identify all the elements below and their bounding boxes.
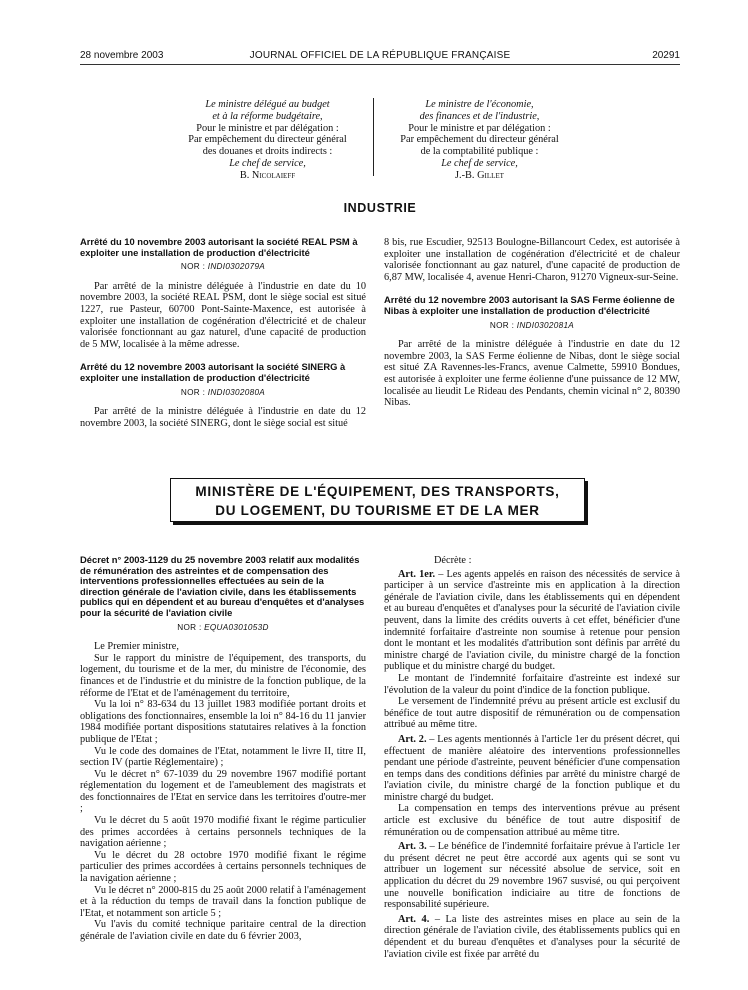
arrete-body-continued: 8 bis, rue Escudier, 92513 Boulogne-Billancourt Cedex, est autorisée à exploiter une installation de cogénération d'électricité et de chaleur valorisée fonctionnant au gaz naturel, d'une capacité de production de 6,87 MW, localisée 4, avenue Henri-Charon, 91270 Vigneux-sur-Seine. xyxy=(384,237,680,283)
visa-paragraph: Sur le rapport du ministre de l'équipement, des transports, du logement, du tourisme et de la mer, du ministre de l'économie, des finances et de l'industrie et du ministre de la fonction publique, de la réforme de l'Etat et de l'aménagement du territoire, xyxy=(80,652,366,699)
sig-left-name: B. Nicolaieff xyxy=(239,169,296,181)
nor-label: NOR : xyxy=(180,387,208,397)
visa-paragraph: Vu le décret du 28 octobre 1970 modifié fixant le régime particulier des primes accordées à certains personnels techniques de la navigation aérienne ; xyxy=(80,849,366,885)
article-text: Le versement de l'indemnité prévu au présent article est exclusif du bénéfice de tout autre dispositif de rémunération ou de compensation attribué au même titre. xyxy=(384,696,680,731)
sig-left-line: Par empêchement du directeur général xyxy=(188,134,347,146)
visa-paragraph: Le Premier ministre, xyxy=(94,641,179,653)
industrie-right-column xyxy=(384,237,680,409)
visa-paragraph: Vu l'avis du comité technique paritaire central de la direction générale de l'aviation civile en date du 6 février 2003, xyxy=(80,919,366,942)
nor-label: NOR : xyxy=(489,320,517,330)
sig-left-line: Le chef de service, xyxy=(229,157,306,169)
sig-right-line: des finances et de l'industrie, xyxy=(419,110,540,122)
sig-right-line: Le ministre de l'économie, xyxy=(425,99,534,110)
sig-right-name: J.-B. Gillet xyxy=(455,169,504,181)
sig-left-line: Pour le ministre et par délégation : xyxy=(196,122,339,134)
nor-code: INDI0302080A xyxy=(207,387,266,397)
arrete-body: Par arrêté de la ministre déléguée à l'industrie en date du 12 novembre 2003, la SAS Ferme éolienne de Nibas, dont le siège social est situé ZA Ravennes-les-Francs, avenue Calmette, 59910 Bondues, est autorisée à exploiter une ferme éolienne d'une puissance de 12 MW, localisée au lieudit Le Rideau des Pendants, chemin vicinal n° 2, 80390 Nibas. xyxy=(384,339,680,409)
article-text: Le montant de l'indemnité forfaitaire d'astreinte est indexé sur l'évolution de la valeur du point d'indice de la fonction publique. xyxy=(384,672,680,696)
article-text: – La liste des astreintes mises en place au sein de la direction générale de l'aviation civile, des établissements publics qui en dépendent et du bureau d'enquêtes et d'analyses pour la sécurité de l'aviation civile est fixée par arrêté du xyxy=(384,913,680,960)
signature-left xyxy=(170,99,365,182)
sig-left-line: des douanes et droits indirects : xyxy=(202,146,333,158)
visa-paragraph: Vu le décret n° 2000-815 du 25 août 2000 relatif à l'aménagement et à la réduction du temps de travail dans la fonction publique de l'Etat, et notamment son article 5 ; xyxy=(80,884,366,919)
section-heading-industrie: INDUSTRIE xyxy=(343,201,417,215)
industrie-left-column xyxy=(80,237,366,429)
article-text: – Les agents mentionnés à l'article 1er du présent décret, qui effectuent de manière aléatoire des interventions professionnelles pendant une période d'astreinte, peuvent bénéficier d'une compensation en temps dans des conditions définies par arrêté du ministre chargé de l'aviation civile, du ministre chargé de la fonction publique et du ministre chargé du budget. xyxy=(384,733,680,803)
nor-label: NOR : xyxy=(180,262,208,272)
nor-code: INDI0302081A xyxy=(516,320,575,330)
arrete-title: Arrêté du 12 novembre 2003 autorisant la SAS Ferme éolienne de Nibas à exploiter une installation de production d'électricité xyxy=(384,294,675,316)
decret-articles xyxy=(384,569,680,961)
arrete-body: Par arrêté de la ministre déléguée à l'industrie en date du 10 novembre 2003, la société REAL PSM, dont le siège social est situé 1227, rue Pasteur, 60700 Pont-Sainte-Maxence, est autorisée à exploiter une installation de cogénération d'électricité et de chaleur valorisée fonctionnant au gaz naturel, d'une capacité de production de 5 MW, localisée à la même adresse. xyxy=(80,280,366,350)
article-label: Art. 1er. xyxy=(398,568,436,580)
nor-line xyxy=(384,320,680,332)
visa-paragraph: Vu le code des domaines de l'Etat, notamment le livre II, titre II, section IV (partie Réglementaire) ; xyxy=(80,745,366,769)
sig-right-line: Le chef de service, xyxy=(441,157,518,169)
arrete-title: Arrêté du 10 novembre 2003 autorisant la société REAL PSM à exploiter une installation de production d'électricité xyxy=(80,236,358,258)
article-paragraph xyxy=(384,914,680,960)
nor-line xyxy=(80,387,366,399)
header-page-number: 20291 xyxy=(652,50,680,61)
article-paragraph xyxy=(384,569,680,673)
sig-right-line: Par empêchement du directeur général xyxy=(400,134,559,146)
article-paragraph xyxy=(384,734,680,804)
article-paragraph xyxy=(384,696,680,731)
ministry-heading-line: DU LOGEMENT, DU TOURISME ET DE LA MER xyxy=(215,503,540,518)
nor-code: EQUA0301053D xyxy=(204,622,269,632)
article-paragraph xyxy=(384,841,680,911)
nor-line xyxy=(80,261,366,273)
sig-right-line: Pour le ministre et par délégation : xyxy=(408,122,551,134)
arrete-body: Par arrêté de la ministre déléguée à l'industrie en date du 12 novembre 2003, la société SINERG, dont le siège social est situé xyxy=(80,406,366,429)
article-text: – Le bénéfice de l'indemnité forfaitaire prévue à l'article 1er du présent décret ne peut être accordé aux agents qui se sont vu attribuer un logement sur nécessité absolue de service, soit en application du décret du 29 novembre 1967 susvisé, ou qui perçoivent une nouvelle bonification indiciaire au titre de fonctions de responsabilité supérieure. xyxy=(384,841,680,911)
header-rule xyxy=(80,64,680,65)
article-text: La compensation en temps des interventions prévue au présent article est exclusive du bénéfice de tout autre dispositif de rémunération ou de compensation attribué au même titre. xyxy=(384,803,680,838)
header-journal-title: JOURNAL OFFICIEL DE LA RÉPUBLIQUE FRANÇAISE xyxy=(249,50,511,61)
sig-left-line: Le ministre délégué au budget xyxy=(205,99,330,110)
article-label: Art. 2. xyxy=(398,733,427,745)
nor-code: INDI0302079A xyxy=(207,262,266,272)
ministry-heading-line: MINISTÈRE DE L'ÉQUIPEMENT, DES TRANSPORTS, xyxy=(195,484,560,499)
article-paragraph xyxy=(384,673,680,696)
decret-visas xyxy=(80,641,366,942)
decret-left-column xyxy=(80,555,366,943)
visa-paragraph: Vu la loi n° 83-634 du 13 juillet 1983 modifiée portant droits et obligations des fonctionnaires, ensemble la loi n° 84-16 du 11 janvier 1984 modifiée portant dispositions statutaires relatives à la fonction publique de l'Etat ; xyxy=(80,699,366,745)
decret-title: Décret n° 2003-1129 du 25 novembre 2003 relatif aux modalités de rémunération des astreintes et de compensation des interventions professionnelles effectuées au sein de la direction générale de l'aviation civile, dans les établissements publics qui en dépendent et au bureau d'enquêtes et d'analyses pour la sécurité de l'aviation civile xyxy=(80,554,365,618)
decret-right-column xyxy=(384,555,680,960)
visa-paragraph: Vu le décret n° 67-1039 du 29 novembre 1967 modifié portant réglementation du logement et de l'ameublement des magistrats et des fonctionnaires de l'Etat en service dans les territoires d'outre-mer ; xyxy=(80,768,366,815)
article-label: Art. 3. xyxy=(398,841,427,853)
ministry-heading-box xyxy=(170,478,585,522)
nor-label: NOR : xyxy=(177,622,205,632)
sig-left-line: et à la réforme budgétaire, xyxy=(212,110,323,122)
page-header xyxy=(80,50,680,62)
signature-right xyxy=(382,99,577,182)
article-text: – Les agents appelés en raison des nécessités de service à participer à un service d'astreinte mis en application à la direction générale de l'aviation civile, dans les établissements qui en dépendent et au bureau d'enquêtes et d'analyses pour la sécurité de l'aviation civile peuvent, dans la limite des crédits ouverts à cet effet, bénéficier d'une indemnité forfaitaire d'astreinte non soumise à retenue pour pension dont le montant et les modalités d'attribution sont définis par arrêté du ministre chargé de l'aviation civile, du ministre chargé de la fonction publique et du ministre chargé du budget. xyxy=(384,568,680,673)
nor-line xyxy=(80,622,366,634)
header-date: 28 novembre 2003 xyxy=(80,50,164,61)
signature-divider xyxy=(373,98,374,176)
arrete-title: Arrêté du 12 novembre 2003 autorisant la société SINERG à exploiter une installation de production d'électricité xyxy=(80,361,346,383)
article-label: Art. 4. xyxy=(398,913,430,925)
sig-right-line: de la comptabilité publique : xyxy=(420,146,539,158)
decrete-heading: Décrète : xyxy=(434,555,472,566)
article-paragraph xyxy=(384,803,680,838)
visa-paragraph: Vu le décret du 5 août 1970 modifié fixant le régime particulier des primes accordées à certains personnels techniques de la navigation aérienne ; xyxy=(80,815,366,850)
